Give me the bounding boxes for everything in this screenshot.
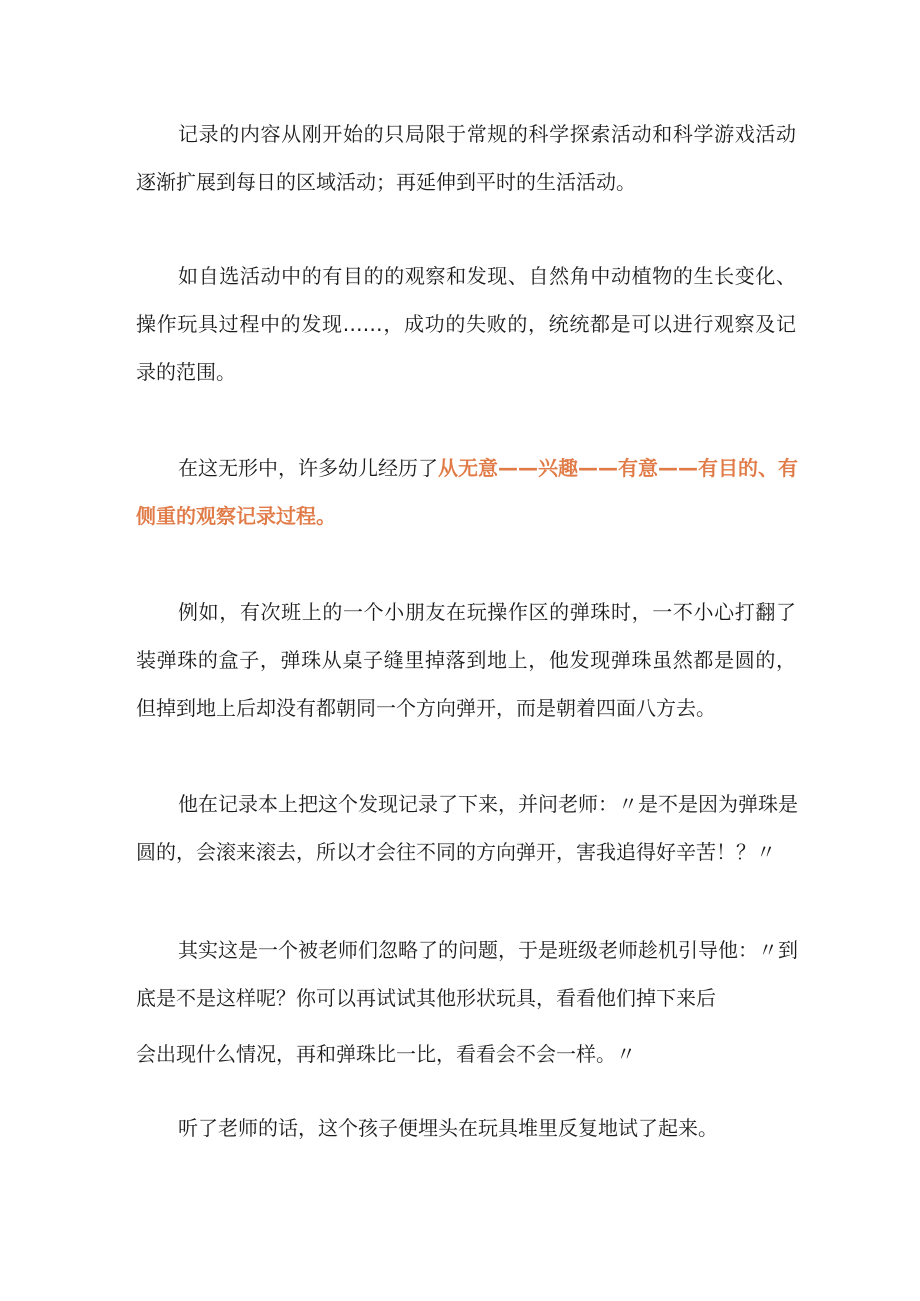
paragraph-text: 在这无形中，许多幼儿经历了 xyxy=(178,456,438,480)
paragraph-4 xyxy=(136,588,796,732)
paragraph-line: 但掉到地上后却没有都朝同一个方向弹开，而是朝着四面八方去。 xyxy=(136,696,716,720)
paragraph-line: 装弹珠的盒子，弹珠从桌子缝里掉落到地上，他发现弹珠虽然都是圆的， xyxy=(136,648,796,672)
highlighted-phrase: 侧重的观察记录过程。 xyxy=(136,504,336,528)
paragraph-line: 其实这是一个被老师们忽略了的问题，于是班级老师趁机引导他：〃到 xyxy=(178,938,798,962)
paragraph-line: 如自选活动中的有目的的观察和发现、自然角中动植物的生长变化、 xyxy=(178,264,796,288)
paragraph-1 xyxy=(136,110,796,206)
paragraph-6 xyxy=(136,926,796,1078)
paragraph-line xyxy=(136,444,796,492)
paragraph-line: 逐渐扩展到每日的区域活动；再延伸到平时的生活活动。 xyxy=(136,170,636,194)
paragraph-line: 录的范围。 xyxy=(136,360,236,384)
paragraph-line: 圆的，会滚来滚去，所以才会往不同的方向弹开，害我追得好辛苦！？〃 xyxy=(136,840,776,864)
paragraph-line: 他在记录本上把这个发现记录了下来，并问老师：〃是不是因为弹珠是 xyxy=(178,792,798,816)
paragraph-line: 例如，有次班上的一个小朋友在玩操作区的弹珠时，一不小心打翻了 xyxy=(178,600,796,624)
paragraph-7 xyxy=(136,1104,796,1152)
highlighted-phrase: 从无意——兴趣——有意——有目的、有 xyxy=(438,456,798,480)
paragraph-5 xyxy=(136,780,796,876)
paragraph-line: 听了老师的话，这个孩子便埋头在玩具堆里反复地试了起来。 xyxy=(178,1116,718,1140)
paragraph-line xyxy=(136,492,796,540)
paragraph-line: 底是不是这样呢？你可以再试试其他形状玩具，看看他们掉下来后 xyxy=(136,986,716,1010)
paragraph-2 xyxy=(136,252,796,396)
paragraph-3 xyxy=(136,444,796,540)
paragraph-line: 会出现什么情况，再和弹珠比一比，看看会不会一样。〃 xyxy=(136,1042,636,1066)
paragraph-line: 操作玩具过程中的发现……，成功的失败的，统统都是可以进行观察及记 xyxy=(136,312,796,336)
paragraph-line: 记录的内容从刚开始的只局限于常规的科学探索活动和科学游戏活动 xyxy=(178,122,796,146)
